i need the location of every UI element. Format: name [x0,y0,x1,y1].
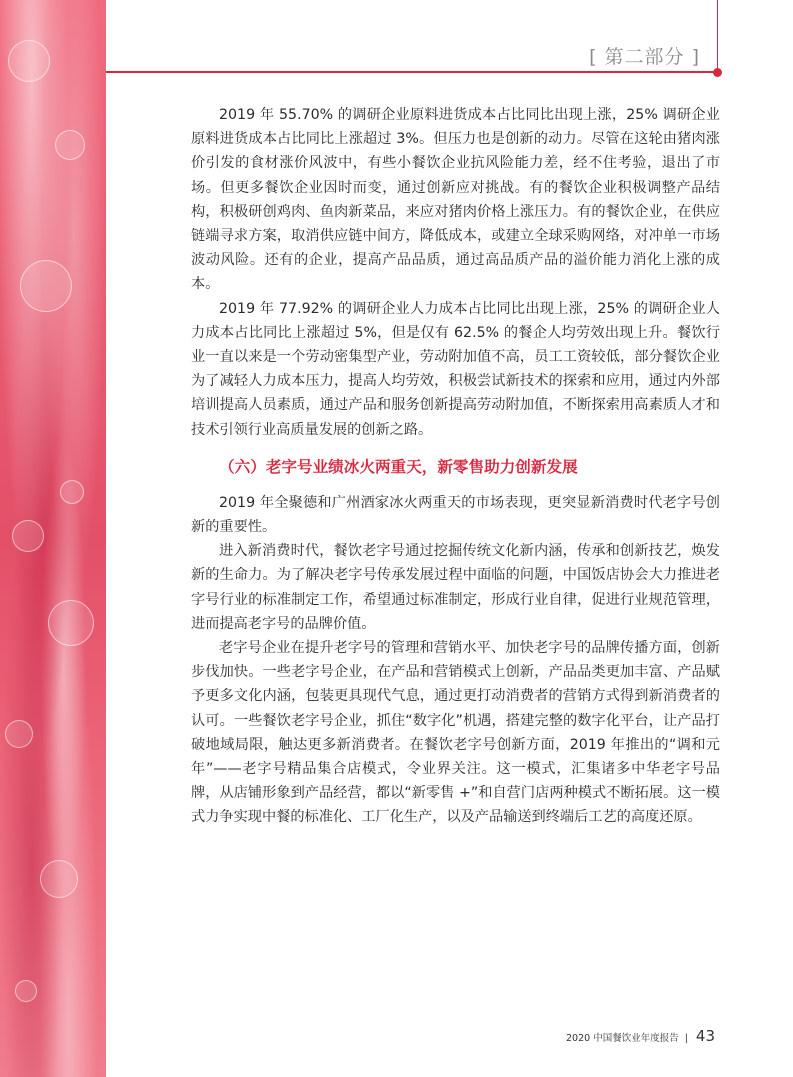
bubble-decoration [60,480,84,504]
bubble-decoration [48,600,94,646]
header-horizontal-rule [106,71,718,73]
section-heading: （六）老字号业绩冰火两重天，新零售助力创新发展 [219,457,578,476]
paragraph: 老字号企业在提升老字号的管理和营销水平、加快老字号的品牌传播方面，创新步伐加快。一些老字号企业，在产品和营销模式上创新，产品品类更加丰富、产品赋予更多文化内涵，包装更具现代气息，通过更打动消费者的营销方式得到新消费者的认可。一些餐饮老字号企业，抓住“数字化”机遇，搭建完整的数字化平台，让产品打破地域局限，触达更多新消费者。在餐饮老字号创新方面，2019 年推出的“调和元年”——老字号精品集合店模式，令业界关注。这一模式，汇集诸多中华老字号品牌，从店铺形象到产品经营，都以“新零售 +”和自营门店两种模式不断拓展。这一模式力争实现中餐的标准化、工厂化生产，以及产品输送到终端后工艺的高度还原。 [191,640,720,826]
bubble-decoration [40,860,78,898]
footer-separator: | [684,1033,688,1044]
bubble-decoration [5,720,33,748]
bubble-decoration [15,980,37,1002]
page-footer [566,1027,715,1045]
page-number: 43 [695,1027,715,1045]
bubble-decoration [8,40,50,82]
header-vertical-rule [717,0,718,73]
main-content [191,103,720,830]
bubble-decoration [55,130,85,160]
paragraph: 进入新消费时代，餐饮老字号通过挖掘传统文化新内涵，传承和创新技艺，焕发新的生命力。为了解决老字号传承发展过程中面临的问题，中国饭店协会大力推进老字号行业的标准制定工作，希望通过标准制定，形成行业自律，促进行业规范管理，进而提高老字号的品牌价值。 [191,543,720,632]
paragraph: 2019 年 77.92% 的调研企业人力成本占比同比出现上涨，25% 的调研企业人力成本占比同比上涨超过 5%，但是仅有 62.5% 的餐企人均劳效出现上升。餐饮行业一直以来是一个劳动密集型产业，劳动附加值不高，员工工资较低，部分餐饮企业为了减轻人力成本压力，提高人均劳效，积极尝试新技术的探索和应用，通过内外部培训提高人员素质，通过产品和服务创新提高劳动附加值，不断探索用高素质人才和技术引领行业高质量发展的创新之路。 [191,300,720,438]
paragraph: 2019 年 55.70% 的调研企业原料进货成本占比同比出现上涨，25% 调研企业原料进货成本占比同比上涨超过 3%。但压力也是创新的动力。尽管在这轮由猪肉涨价引发的食材涨价风波中，有些小餐饮企业抗风险能力差，经不住考验，退出了市场。但更多餐饮企业因时而变，通过创新应对挑战。有的餐饮企业积极调整产品结构，积极研创鸡肉、鱼肉新菜品，来应对猪肉价格上涨压力。有的餐饮企业，在供应链端寻求方案，取消供应链中间方，降低成本，或建立全球采购网络，对冲单一市场波动风险。还有的企业，提高产品品质，通过高品质产品的溢价能力消化上涨的成本。 [191,107,720,293]
bubble-decoration [20,260,72,312]
header-rule-dot [713,68,722,77]
paragraph: 2019 年全聚德和广州酒家冰火两重天的市场表现，更突显新消费时代老字号创新的重要性。 [191,494,720,536]
footer-report-title: 2020 中国餐饮业年度报告 [566,1033,679,1044]
bubble-decoration [12,520,44,552]
part-title: [ 第二部分 ] [589,46,700,68]
decorative-sidebar-image [0,0,106,1077]
